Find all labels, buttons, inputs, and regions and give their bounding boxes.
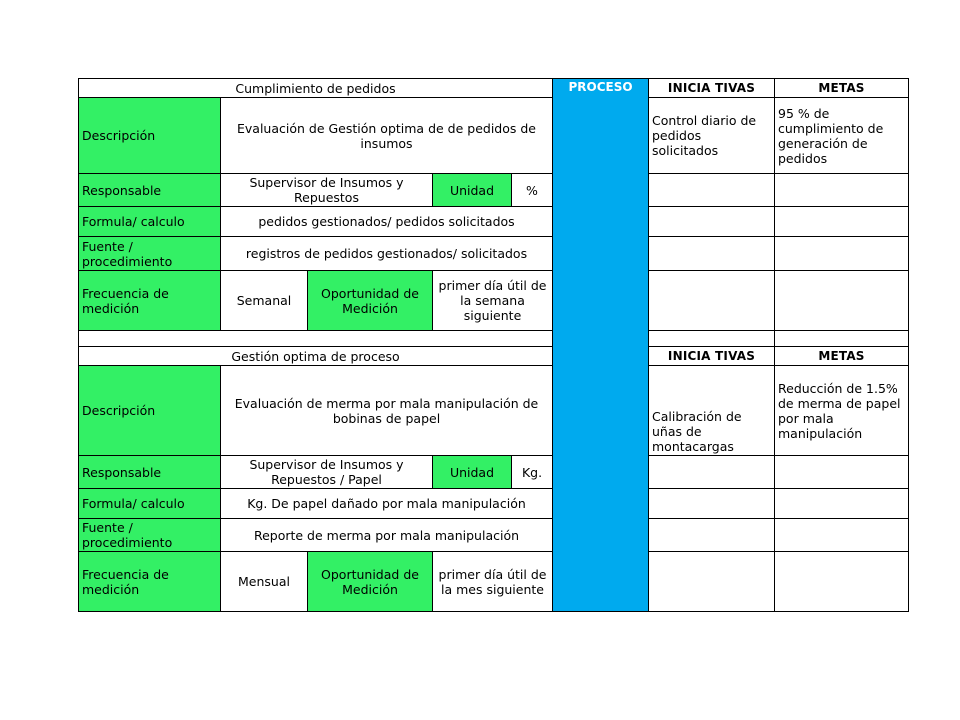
- section-title: Cumplimiento de pedidos: [79, 79, 553, 98]
- empty-cell: [649, 207, 775, 237]
- metas-header: METAS: [775, 79, 909, 98]
- descripcion-value: Evaluación de merma por mala manipulación de bobinas de papel: [221, 366, 553, 456]
- fuente-value: Reporte de merma por mala manipulación: [221, 519, 553, 552]
- descripcion-label: Descripción: [79, 98, 221, 174]
- frecuencia-value: Mensual: [221, 552, 308, 612]
- oportunidad-value: primer día útil de la semana siguiente: [433, 271, 553, 331]
- empty-cell: [649, 489, 775, 519]
- responsable-label: Responsable: [79, 456, 221, 489]
- unidad-label: Unidad: [433, 456, 512, 489]
- fuente-value: registros de pedidos gestionados/ solicitados: [221, 237, 553, 271]
- responsable-value: Supervisor de Insumos y Repuestos / Papel: [221, 456, 433, 489]
- empty-cell: [649, 271, 775, 331]
- formula-label: Formula/ calculo: [79, 489, 221, 519]
- unidad-value: Kg.: [512, 456, 553, 489]
- fuente-label: Fuente / procedimiento: [79, 237, 221, 271]
- unidad-label: Unidad: [433, 174, 512, 207]
- indicator-sheet: [78, 78, 909, 612]
- section-title: Gestión optima de proceso: [79, 347, 553, 366]
- frecuencia-value: Semanal: [221, 271, 308, 331]
- empty-cell: [649, 331, 775, 347]
- empty-cell: [775, 174, 909, 207]
- empty-cell: [649, 519, 775, 552]
- responsable-value: Supervisor de Insumos y Repuestos: [221, 174, 433, 207]
- empty-cell: [649, 237, 775, 271]
- empty-cell: [649, 456, 775, 489]
- descripcion-value: Evaluación de Gestión optima de de pedidos de insumos: [221, 98, 553, 174]
- empty-cell: [775, 237, 909, 271]
- oportunidad-label: Oportunidad de Medición: [308, 552, 433, 612]
- proceso-column: [553, 79, 649, 612]
- formula-label: Formula/ calculo: [79, 207, 221, 237]
- empty-cell: [775, 519, 909, 552]
- empty-cell: [649, 552, 775, 612]
- empty-cell: [775, 456, 909, 489]
- metas-header: METAS: [775, 347, 909, 366]
- iniciativa-cell: Calibración de uñas de montacargas: [649, 366, 775, 456]
- unidad-value: %: [512, 174, 553, 207]
- empty-cell: [649, 174, 775, 207]
- fuente-label: Fuente / procedimiento: [79, 519, 221, 552]
- formula-value: Kg. De papel dañado por mala manipulación: [221, 489, 553, 519]
- frecuencia-label: Frecuencia de medición: [79, 271, 221, 331]
- proceso-header: PROCESO: [553, 79, 648, 96]
- empty-cell: [775, 207, 909, 237]
- oportunidad-label: Oportunidad de Medición: [308, 271, 433, 331]
- empty-cell: [775, 552, 909, 612]
- responsable-label: Responsable: [79, 174, 221, 207]
- empty-cell: [775, 331, 909, 347]
- iniciativa-cell: Control diario de pedidos solicitados: [649, 98, 775, 174]
- spacer-row: [79, 331, 553, 347]
- empty-cell: [775, 271, 909, 331]
- oportunidad-value: primer día útil de la mes siguiente: [433, 552, 553, 612]
- meta-cell: Reducción de 1.5% de merma de papel por mala manipulación: [775, 366, 909, 456]
- frecuencia-label: Frecuencia de medición: [79, 552, 221, 612]
- empty-cell: [775, 489, 909, 519]
- descripcion-label: Descripción: [79, 366, 221, 456]
- meta-cell: 95 % de cumplimiento de generación de pedidos: [775, 98, 909, 174]
- formula-value: pedidos gestionados/ pedidos solicitados: [221, 207, 553, 237]
- iniciativas-header: INICIA TIVAS: [649, 347, 775, 366]
- iniciativas-header: INICIA TIVAS: [649, 79, 775, 98]
